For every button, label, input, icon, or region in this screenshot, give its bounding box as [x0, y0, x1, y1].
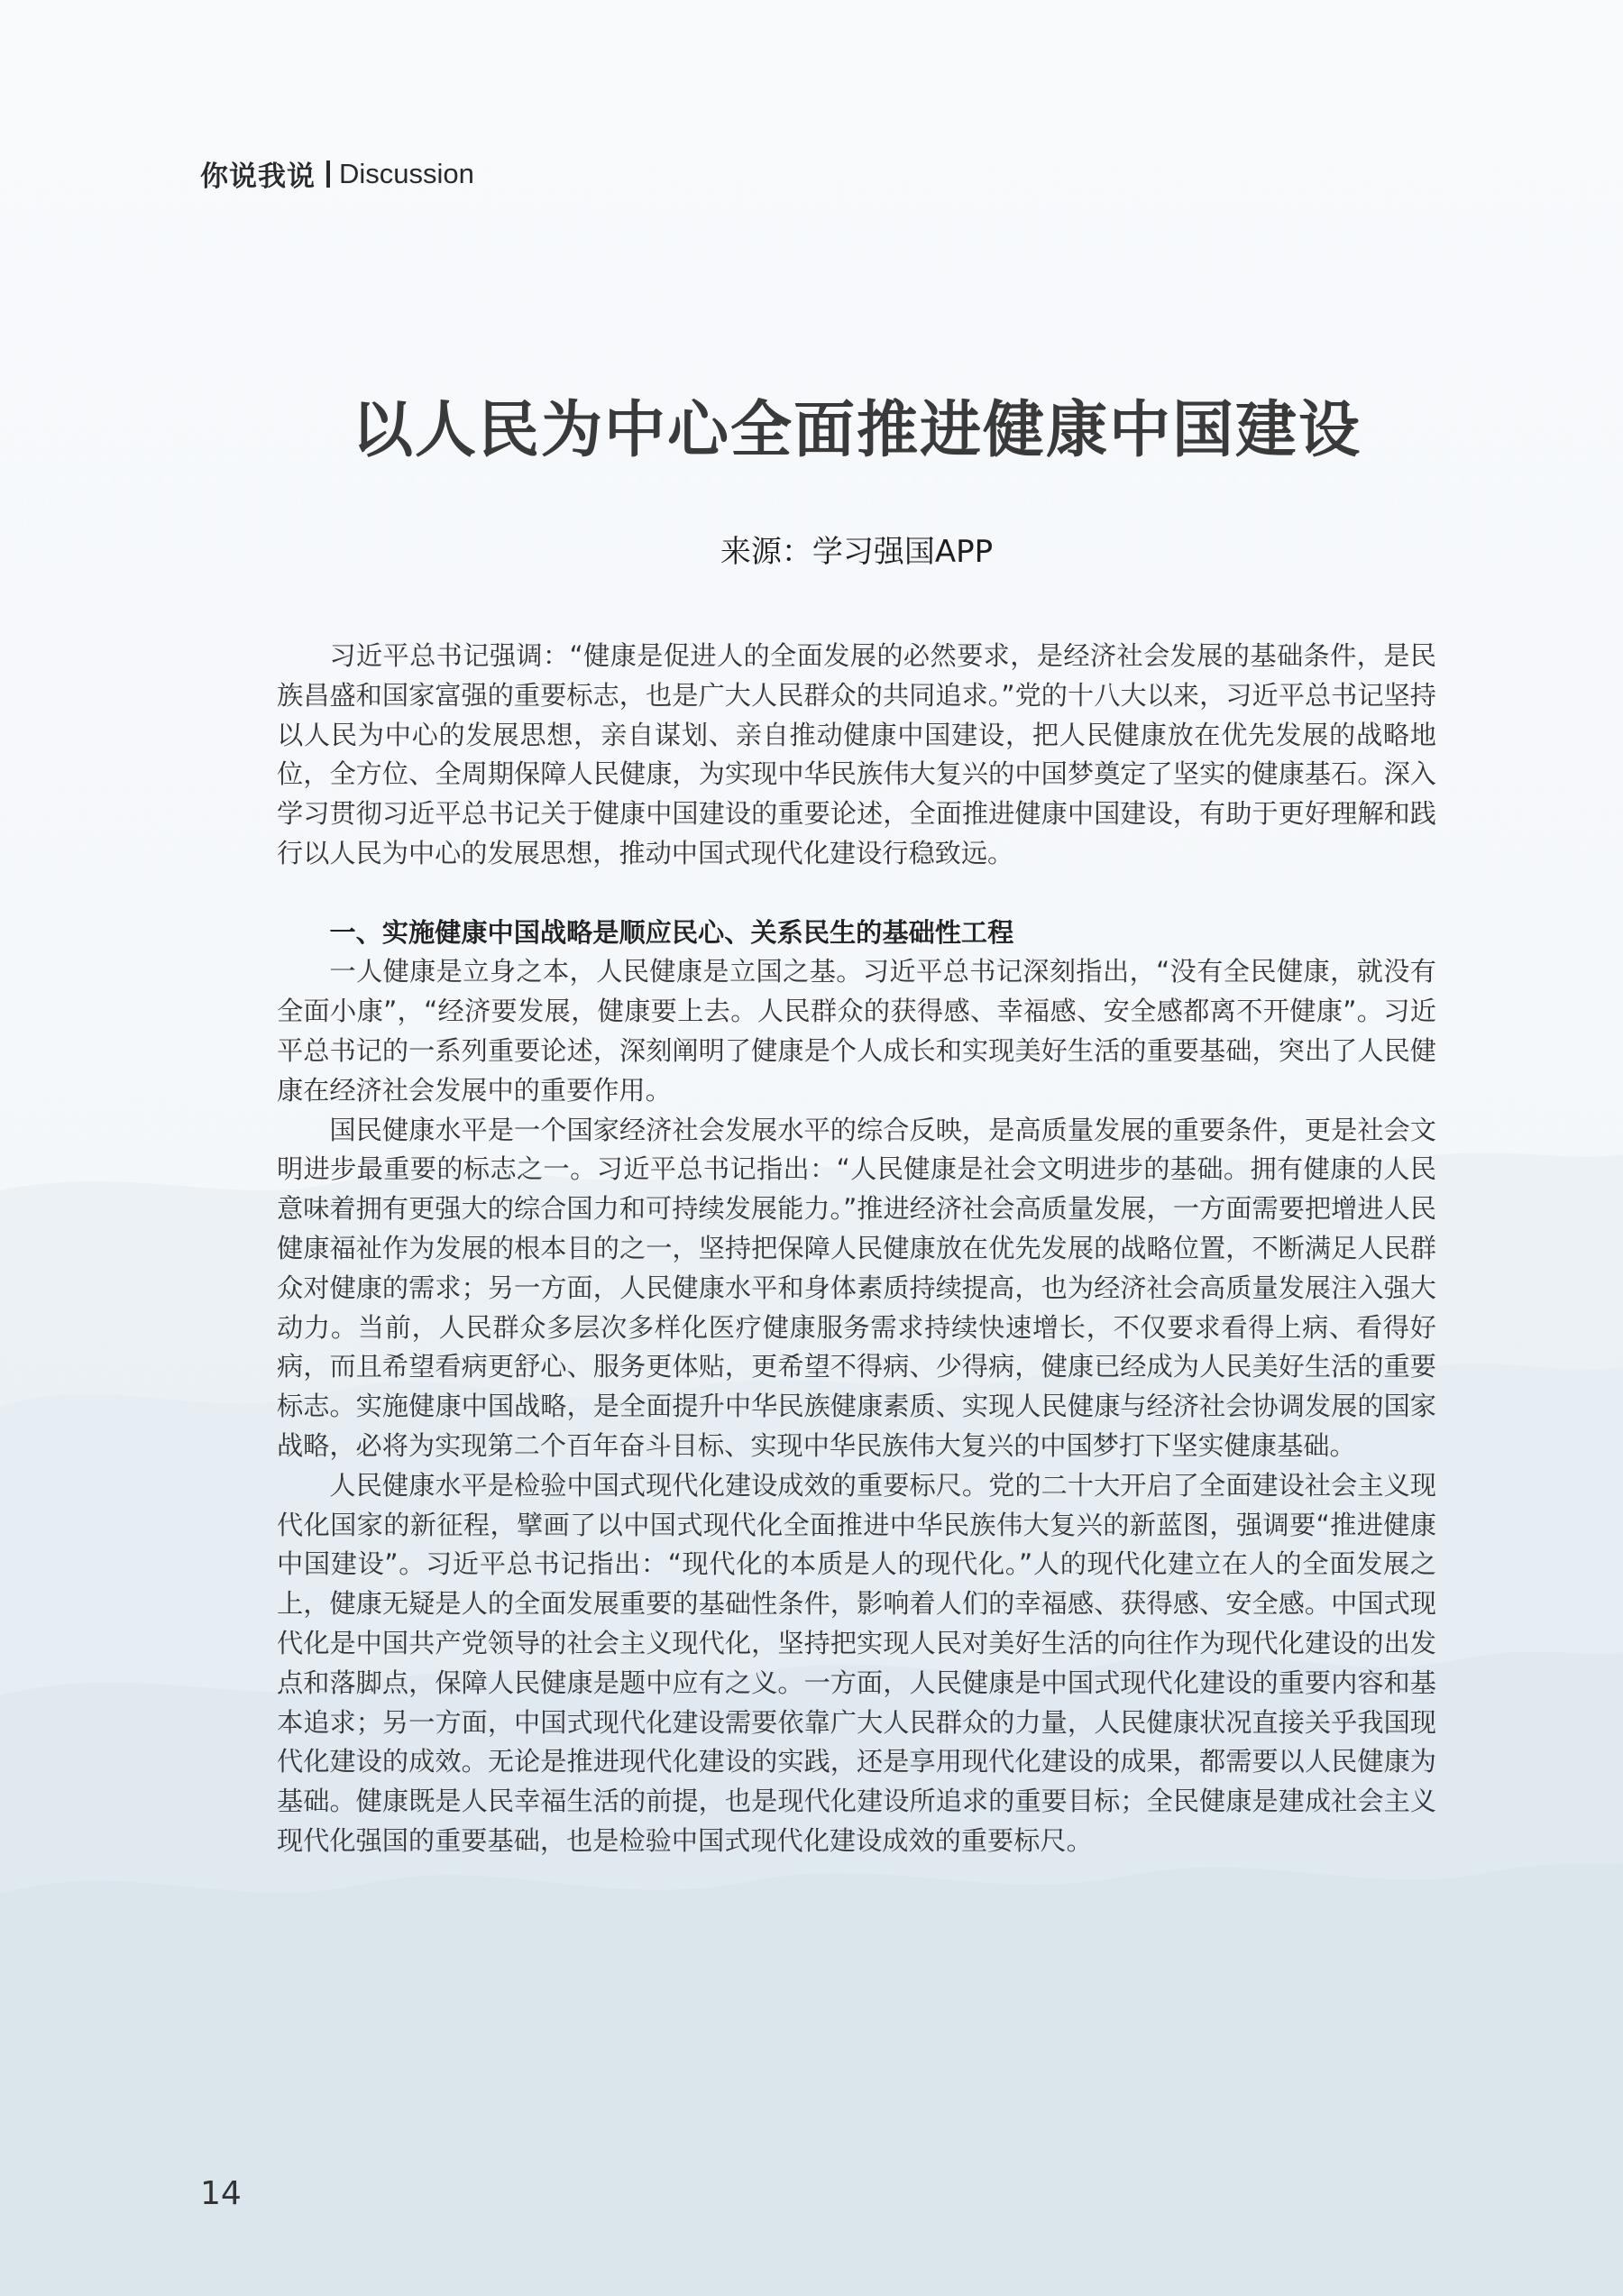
column-name-en: Discussion: [339, 157, 474, 189]
body-paragraph: 一人健康是立身之本，人民健康是立国之基。习近平总书记深刻指出，“没有全民健康，就没有全面小康”，“经济要发展，健康要上去。人民群众的获得感、幸福感、安全感都离不开健康”。习近平总书记的一系列重要论述，深刻阐明了健康是个人成长和实现美好生活的重要基础，突出了人民健康在经济社会发展中的重要作用。: [277, 956, 1436, 1106]
intro-paragraph: 习近平总书记强调：“健康是促进人的全面发展的必然要求，是经济社会发展的基础条件，是民族昌盛和国家富强的重要标志，也是广大人民群众的共同追求。”党的十八大以来，习近平总书记坚持以人民为中心的发展思想，亲自谋划、亲自推动健康中国建设，把人民健康放在优先发展的战略地位，全方位、全周期保障人民健康，为实现中华民族伟大复兴的中国梦奠定了坚实的健康基石。深入学习贯彻习近平总书记关于健康中国建设的重要论述，全面推进健康中国建设，有助于更好理解和践行以人民为中心的发展思想，推动中国式现代化建设行稳致远。: [277, 640, 1436, 868]
body-paragraph: 国民健康水平是一个国家经济社会发展水平的综合反映，是高质量发展的重要条件，更是社会文明进步最重要的标志之一。习近平总书记指出：“人民健康是社会文明进步的基础。拥有健康的人民意味着拥有更强大的综合国力和可持续发展能力。”推进经济社会高质量发展，一方面需要把增进人民健康福祉作为发展的根本目的之一，坚持把保障人民健康放在优先发展的战略位置，不断满足人民群众对健康的需求；另一方面，人民健康水平和身体素质持续提高，也为经济社会高质量发展注入强大动力。当前，人民群众多层次多样化医疗健康服务需求持续快速增长，不仅要求看得上病、看得好病，而且希望看病更舒心、服务更体贴，更希望不得病、少得病，健康已经成为人民美好生活的重要标志。实施健康中国战略，是全面提升中华民族健康素质、实现人民健康与经济社会协调发展的国家战略，必将为实现第二个百年奋斗目标、实现中华民族伟大复兴的中国梦打下坚实健康基础。: [277, 1114, 1436, 1461]
header-divider: [326, 161, 330, 188]
column-name-cn: 你说我说: [200, 161, 316, 193]
column-header: [200, 153, 474, 194]
article-body: [277, 637, 1436, 1861]
section-heading: 一、实施健康中国战略是顺应民心、关系民生的基础性工程: [329, 916, 1014, 948]
page-number: 14: [200, 2175, 242, 2212]
article-title: 以人民为中心全面推进健康中国建设: [351, 395, 1362, 466]
body-paragraph: 人民健康水平是检验中国式现代化建设成效的重要标尺。党的二十大开启了全面建设社会主义现代化国家的新征程，擘画了以中国式现代化全面推进中华民族伟大复兴的新蓝图，强调要“推进健康中国建设”。习近平总书记指出：“现代化的本质是人的现代化。”人的现代化建立在人的全面发展之上，健康无疑是人的全面发展重要的基础性条件，影响着人们的幸福感、获得感、安全感。中国式现代化是中国共产党领导的社会主义现代化，坚持把实现人民对美好生活的向往作为现代化建设的出发点和落脚点，保障人民健康是题中应有之义。一方面，人民健康是中国式现代化建设的重要内容和基本追求；另一方面，中国式现代化建设需要依靠广大人民群众的力量，人民健康状况直接关乎我国现代化建设的成效。无论是推进现代化建设的实践，还是享用现代化建设的成果，都需要以人民健康为基础。健康既是人民幸福生活的前提，也是现代化建设所追求的重要目标；全民健康是建成社会主义现代化强国的重要基础，也是检验中国式现代化建设成效的重要标尺。: [277, 1469, 1436, 1856]
article-source: 来源：学习强国APP: [720, 534, 994, 570]
